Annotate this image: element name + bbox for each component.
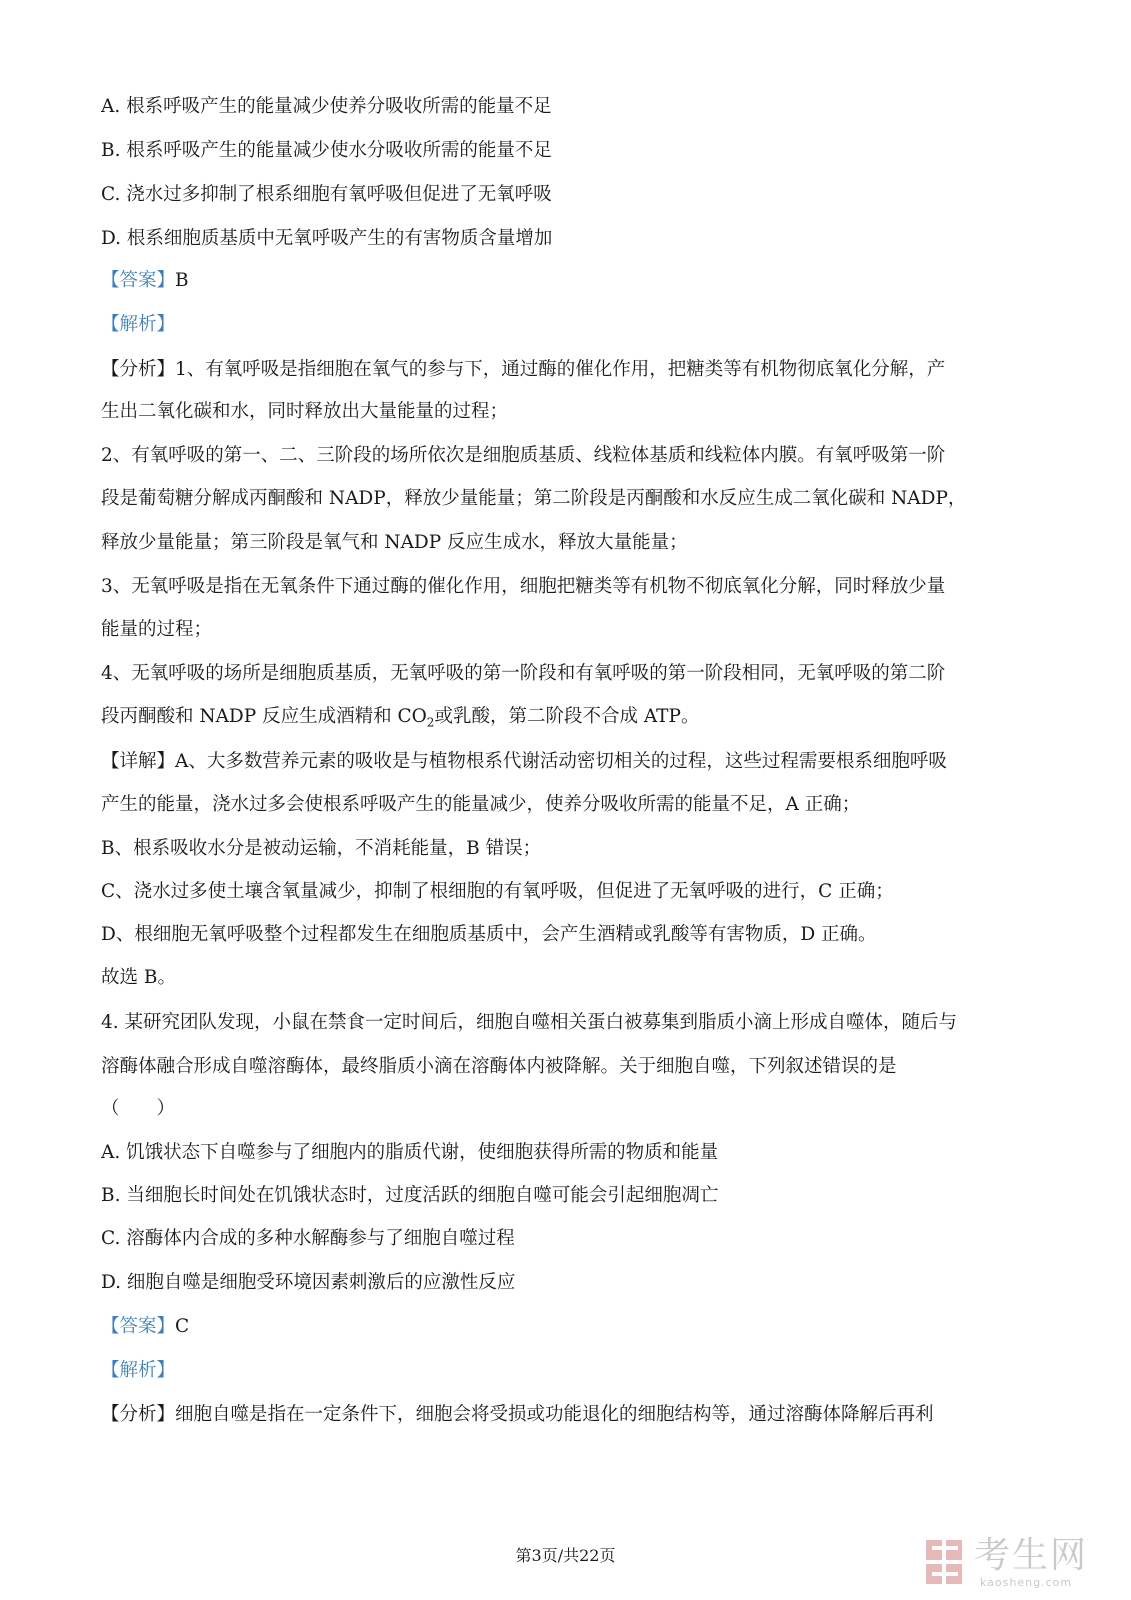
watermark-text: 考生网 xyxy=(974,1535,1089,1576)
q4-stem-line: 4. 某研究团队发现，小鼠在禁食一定时间后，细胞自噬相关蛋白被募集到脂质小滴上形成自噬体，随后与 xyxy=(101,1012,958,1033)
q4-stem-line: 溶酶体融合形成自噬溶酶体，最终脂质小滴在溶酶体内被降解。关于细胞自噬，下列叙述错误的是 xyxy=(101,1056,897,1077)
q4-fenxi-line xyxy=(101,1402,1031,1428)
q3-fenxi-text: 1、有氧呼吸是指细胞在氧气的参与下，通过酶的催化作用，把糖类等有机物彻底氧化分解，产 xyxy=(175,359,946,380)
q3-fenxi-last-post: 或乳酸，第二阶段不合成 ATP。 xyxy=(434,706,700,727)
q4-analysis-label: 【解析】 xyxy=(101,1360,176,1381)
q3-fenxi-subscript: 2 xyxy=(426,715,435,730)
q3-fenxi-line: 4、无氧呼吸的场所是细胞质基质，无氧呼吸的第一阶段和有氧呼吸的第一阶段相同，无氧呼吸的第二阶 xyxy=(101,663,946,684)
q3-fenxi-last-pre: 段丙酮酸和 NADP 反应生成酒精和 CO xyxy=(101,706,427,727)
q4-answer xyxy=(101,1314,1031,1340)
q3-answer-label: 【答案】 xyxy=(101,270,176,291)
q4-analysis-heading xyxy=(101,1358,1031,1384)
q4-fenxi-label: 【分析】 xyxy=(101,1404,176,1425)
q3-xiangjie-line xyxy=(101,749,1031,775)
q4-answer-value: C xyxy=(175,1316,190,1337)
q3-fenxi-line xyxy=(101,357,1031,383)
q3-xiangjie-text: A、大多数营养元素的吸收是与植物根系代谢活动密切相关的过程，这些过程需要根系细胞呼吸 xyxy=(175,751,947,772)
q3-option-d: D. 根系细胞质基质中无氧呼吸产生的有害物质含量增加 xyxy=(101,228,553,249)
q3-answer xyxy=(101,268,1031,294)
q3-xiangjie-line: C、浇水过多使土壤含氧量减少，抑制了根细胞的有氧呼吸，但促进了无氧呼吸的进行，C 正确； xyxy=(101,881,894,902)
page-number: 第3页/共22页 xyxy=(515,1546,616,1565)
q3-fenxi-line: 生出二氧化碳和水，同时释放出大量能量的过程； xyxy=(101,401,509,422)
q4-fenxi-text: 细胞自噬是指在一定条件下，细胞会将受损或功能退化的细胞结构等，通过溶酶体降解后再利 xyxy=(175,1404,934,1425)
q4-stem-blank: （ ） xyxy=(101,1098,176,1119)
watermark-url: kaosheng.com xyxy=(980,1576,1073,1589)
q3-fenxi-line: 能量的过程； xyxy=(101,619,213,640)
q3-fenxi-label: 【分析】 xyxy=(101,359,176,380)
q3-fenxi-line: 2、有氧呼吸的第一、二、三阶段的场所依次是细胞质基质、线粒体基质和线粒体内膜。有氧呼吸第一阶 xyxy=(101,445,946,466)
q3-xiangjie-line: 产生的能量，浇水过多会使根系呼吸产生的能量减少，使养分吸收所需的能量不足，A 正确； xyxy=(101,794,861,815)
q3-xiangjie-line: D、根细胞无氧呼吸整个过程都发生在细胞质基质中，会产生酒精或乳酸等有害物质，D 正确。 xyxy=(101,924,877,945)
q3-option-a: A. 根系呼吸产生的能量减少使养分吸收所需的能量不足 xyxy=(101,96,552,117)
q4-option-b: B. 当细胞长时间处在饥饿状态时，过度活跃的细胞自噬可能会引起细胞凋亡 xyxy=(101,1185,719,1206)
q4-answer-label: 【答案】 xyxy=(101,1316,176,1337)
q4-option-a: A. 饥饿状态下自噬参与了细胞内的脂质代谢，使细胞获得所需的物质和能量 xyxy=(101,1142,719,1163)
q3-option-c: C. 浇水过多抑制了根系细胞有氧呼吸但促进了无氧呼吸 xyxy=(101,184,552,205)
q3-fenxi-line: 3、无氧呼吸是指在无氧条件下通过酶的催化作用，细胞把糖类等有机物不彻底氧化分解，同时释放少量 xyxy=(101,576,946,597)
q3-answer-value: B xyxy=(175,270,189,291)
q4-option-d: D. 细胞自噬是细胞受环境因素刺激后的应激性反应 xyxy=(101,1272,516,1293)
q3-option-b: B. 根系呼吸产生的能量减少使水分吸收所需的能量不足 xyxy=(101,140,552,161)
q3-analysis-heading xyxy=(101,312,1031,338)
q3-xiangjie-label: 【详解】 xyxy=(101,751,176,772)
q3-conclusion: 故选 B。 xyxy=(101,967,176,988)
q3-fenxi-line xyxy=(101,704,1031,730)
q4-option-c: C. 溶酶体内合成的多种水解酶参与了细胞自噬过程 xyxy=(101,1228,515,1249)
q3-fenxi-line: 段是葡萄糖分解成丙酮酸和 NADP，释放少量能量；第二阶段是丙酮酸和水反应生成二氧化碳和 NADP， xyxy=(101,488,967,509)
q3-fenxi-line: 释放少量能量；第三阶段是氧气和 NADP 反应生成水，释放大量能量； xyxy=(101,532,688,553)
watermark xyxy=(924,1536,1114,1590)
kaosheng-logo-icon xyxy=(924,1538,966,1586)
q3-analysis-label: 【解析】 xyxy=(101,314,176,335)
q3-xiangjie-line: B、根系吸收水分是被动运输，不消耗能量，B 错误； xyxy=(101,838,542,859)
